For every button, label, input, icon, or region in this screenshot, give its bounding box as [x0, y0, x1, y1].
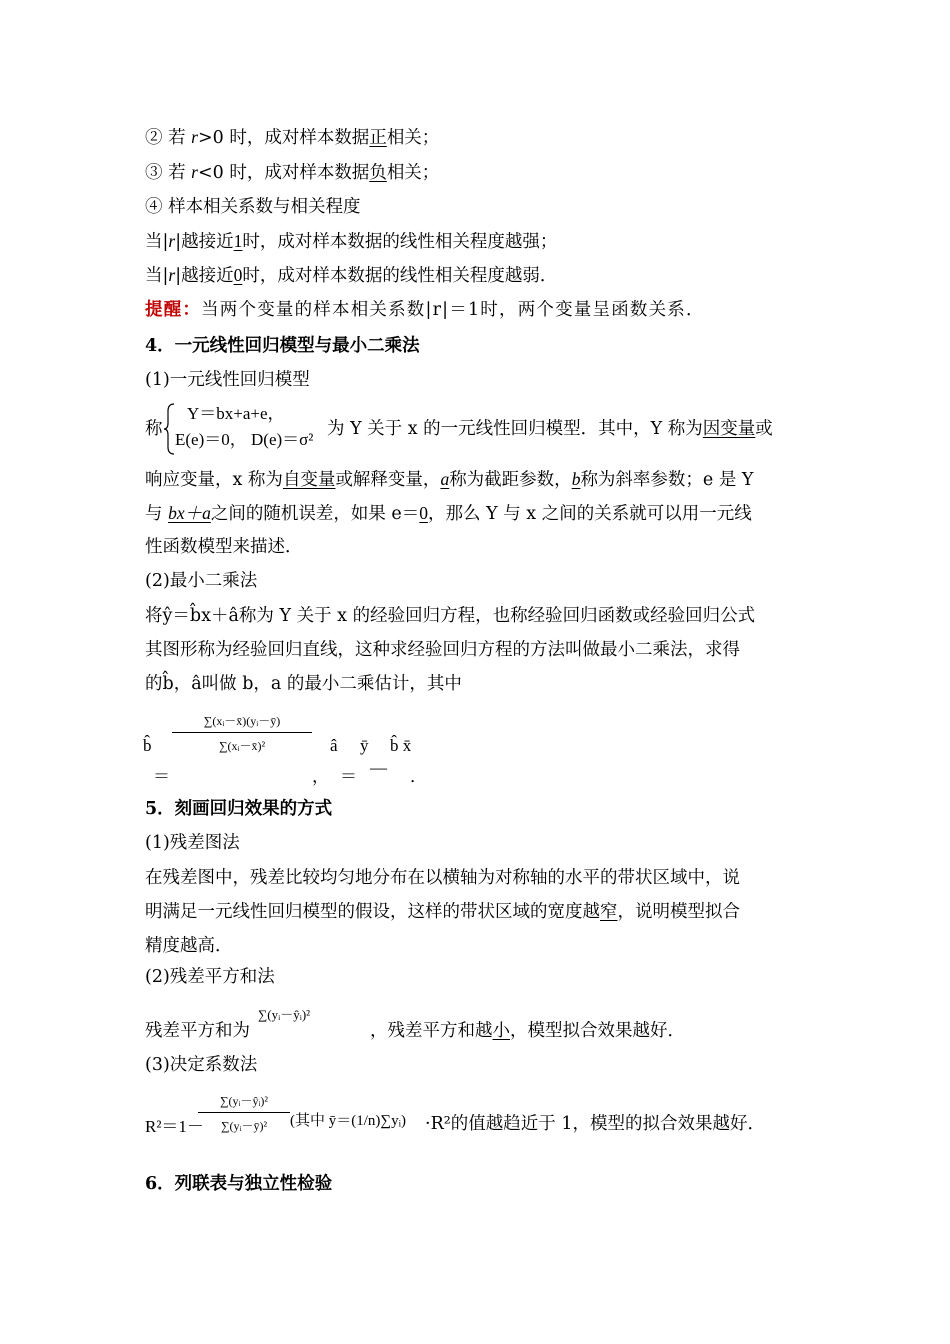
formula-comma: ，: [312, 767, 329, 786]
section-heading-4: 4．一元线性回归模型与最小二乘法: [145, 336, 420, 356]
formula-bhat-symbol: b̂: [143, 736, 152, 755]
formula-bhat-denominator: ∑(xᵢ－x̄)²: [218, 739, 266, 753]
formula-minus: —: [370, 758, 387, 777]
subsection-residual-sum: (2)残差平方和法: [145, 967, 275, 987]
model-definition-line: 称: [145, 419, 163, 439]
formula-bhat-fraction: [172, 712, 312, 754]
text-line-estimates: 的b̂，â叫做 b，a 的最小二乘估计，其中: [145, 674, 462, 694]
text-line-residual-3: 精度越高．: [145, 936, 233, 956]
formula-equals-1: ＝: [153, 767, 170, 786]
text-line-r2-tail: ·R²的值越趋近于 1，模型的拟合效果越好．: [425, 1114, 765, 1134]
formula-equals-2: ＝: [340, 767, 357, 786]
formula-residual-sum: ∑(yᵢ－ŷᵢ)²: [258, 1007, 311, 1022]
text-line-residual-sum: 残差平方和为: [145, 1021, 250, 1041]
formula-ybar: ȳ: [360, 736, 369, 755]
formula-r2-denominator: ∑(yᵢ－ȳ)²: [220, 1119, 268, 1133]
model-eq-line1: Y＝bx+a+e，: [187, 404, 285, 423]
formula-ahat-symbol: â: [330, 736, 338, 755]
model-definition-text: 为 Y 关于 x 的一元线性回归模型．其中，Y 称为因变量或: [327, 419, 773, 439]
model-eq-line2: E(e)＝0， D(e)＝σ²: [175, 430, 314, 449]
text-line-r-negative: ③ 若 r<0 时，成对样本数据负相关；: [145, 162, 440, 183]
hint-note: 提醒：当两个变量的样本相关系数|r|＝1时，两个变量呈函数关系．: [145, 300, 705, 320]
text-line-residual-2: 明满足一元线性回归模型的假设，这样的带状区域的宽度越窄，说明模型拟合: [145, 902, 740, 922]
text-line-regression-equation: 将ŷ＝b̂x＋â称为 Y 关于 x 的经验回归方程，也称经验回归函数或经验回归公式: [145, 606, 756, 626]
subsection-least-squares: (2)最小二乘法: [145, 571, 258, 591]
text-line-r-near-zero: 当|r|越接近0时，成对样本数据的线性相关程度越弱．: [145, 265, 558, 286]
formula-r2-fraction: [198, 1092, 290, 1134]
formula-r2-lhs: R²＝1－: [145, 1117, 204, 1136]
subsection-residual-plot: (1)残差图法: [145, 833, 240, 853]
subsection-determination: (3)决定系数法: [145, 1055, 258, 1075]
text-line-r-near-one: 当|r|越接近1时，成对样本数据的线性相关程度越强；: [145, 231, 558, 252]
formula-period: ．: [410, 767, 427, 786]
text-line-correlation-degree: ④ 样本相关系数与相关程度: [145, 197, 361, 217]
hint-label: 提醒：: [145, 300, 202, 320]
model-equation-system: [163, 403, 343, 455]
formula-bhat-numerator: ∑(xᵢ－x̄)(yᵢ－ȳ): [172, 712, 312, 733]
text-line-r-positive: ② 若 r>0 时，成对样本数据正相关；: [145, 127, 440, 148]
formula-bhat-xbar: b̂ x̄: [390, 736, 412, 755]
text-line-residual-sum-tail: ，残差平方和越小，模型拟合效果越好．: [370, 1021, 685, 1041]
section-heading-5: 5．刻画回归效果的方式: [145, 799, 333, 819]
text-line-describe: 性函数模型来描述．: [145, 537, 303, 557]
text-line-explanatory: 响应变量，x 称为自变量或解释变量，a称为截距参数，b称为斜率参数；e 是 Y: [145, 469, 754, 490]
subsection-linear-model: (1)一元线性回归模型: [145, 370, 310, 390]
section-heading-6: 6．列联表与独立性检验: [145, 1174, 333, 1194]
formula-r2-numerator: ∑(yᵢ－ŷᵢ)²: [198, 1092, 290, 1113]
text-line-regression-line: 其图形称为经验回归直线，这种求经验回归方程的方法叫做最小二乘法，求得: [145, 640, 740, 660]
formula-r2-mean-note: (其中 ȳ＝(1/n)∑yᵢ): [290, 1113, 407, 1129]
text-line-random-error: 与 bx＋a之间的随机误差，如果 e＝0，那么 Y 与 x 之间的关系就可以用一元线: [145, 503, 752, 524]
text-line-residual-1: 在残差图中，残差比较均匀地分布在以横轴为对称轴的水平的带状区域中，说: [145, 868, 740, 888]
